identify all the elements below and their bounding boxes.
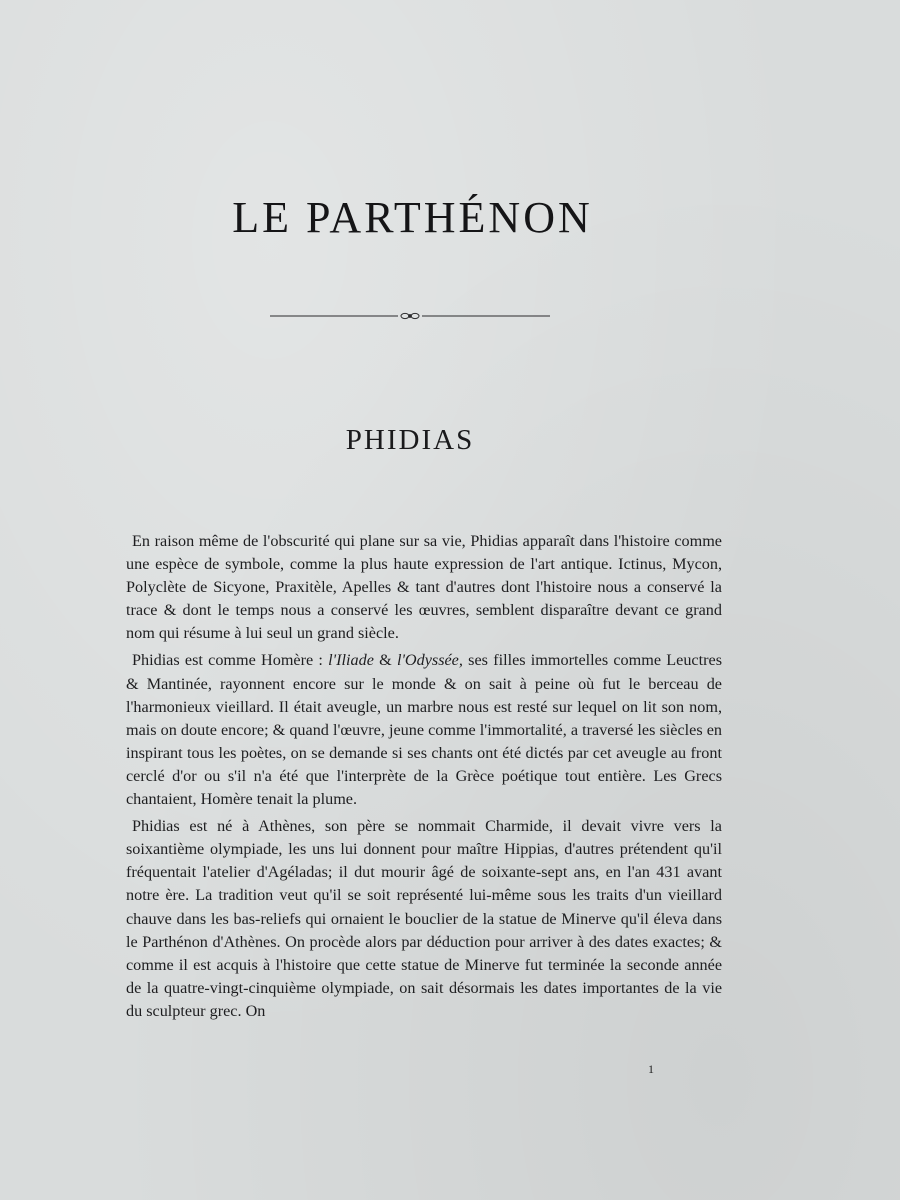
page-number: 1: [648, 1062, 654, 1076]
paragraph-3: Phidias est né à Athènes, son père se nommait Charmide, il devait vivre vers la soixantième olympiade, les uns lui donnent pour maître Hippias, d'autres prétendent qu'il fréquentait l'atelier d'Agéladas; il dut mourir âgé de soixante-sept ans, en l'an 431 avant notre ère. La tradition veut qu'il se soit représenté lui-même sous les traits d'un vieillard chauve dans les bas-reliefs qui ornaient le bouclier de la statue de Minerve qu'il éleva dans le Parthénon d'Athènes. On procède alors par déduction pour arriver à des dates exactes; & comme il est acquis à l'histoire que cette statue de Minerve fut terminée la seconde année de la quatre-vingt-cinquième olympiade, on sait désormais les dates importantes de la vie du sculpteur grec. On: [126, 817, 722, 1020]
paragraph-2-lead: Phidias est comme Homère :: [132, 651, 329, 670]
paragraph-2: [126, 649, 722, 811]
book-title-iliad: l'Iliade: [328, 651, 374, 670]
section-heading: PHIDIAS: [345, 424, 475, 456]
fleuron-icon: [401, 313, 419, 318]
body-text: [126, 530, 722, 1027]
paragraph-1: En raison même de l'obscurité qui plane sur sa vie, Phidias apparaît dans l'histoire comme une espèce de symbole, comme la plus haute expression de l'art antique. Ictinus, Mycon, Polyclète de Sicyone, Praxitèle, Apelles & tant d'autres dont l'histoire nous a conservé la trace & dont le temps nous a conservé les œuvres, semblent disparaître devant ce grand nom qui résume à lui seul un grand siècle.: [126, 532, 722, 643]
page-title: LE PARTHÉNON: [232, 193, 593, 242]
ornamental-rule: [270, 308, 550, 324]
book-title-odyssey: l'Odyssée,: [396, 651, 463, 670]
paragraph-2-conjunction: &: [373, 651, 397, 670]
paragraph-2-rest: ses filles immortelles comme Leuctres & Mantinée, rayonnent encore sur le monde & on sait à peine où fut le berceau de l'harmonieux vieillard. Il était aveugle, un marbre nous est resté sur lequel on lit son nom, mais on doute encore; & quand l'œuvre, jeune comme l'immortalité, a traversé les siècles en inspirant tous les poètes, on se demande si ses chants ont été dictés par cet aveugle au front cerclé d'or ou s'il n'a été que l'interprète de la Grèce poétique tout entière. Les Grecs chantaient, Homère tenait la plume.: [126, 651, 722, 809]
